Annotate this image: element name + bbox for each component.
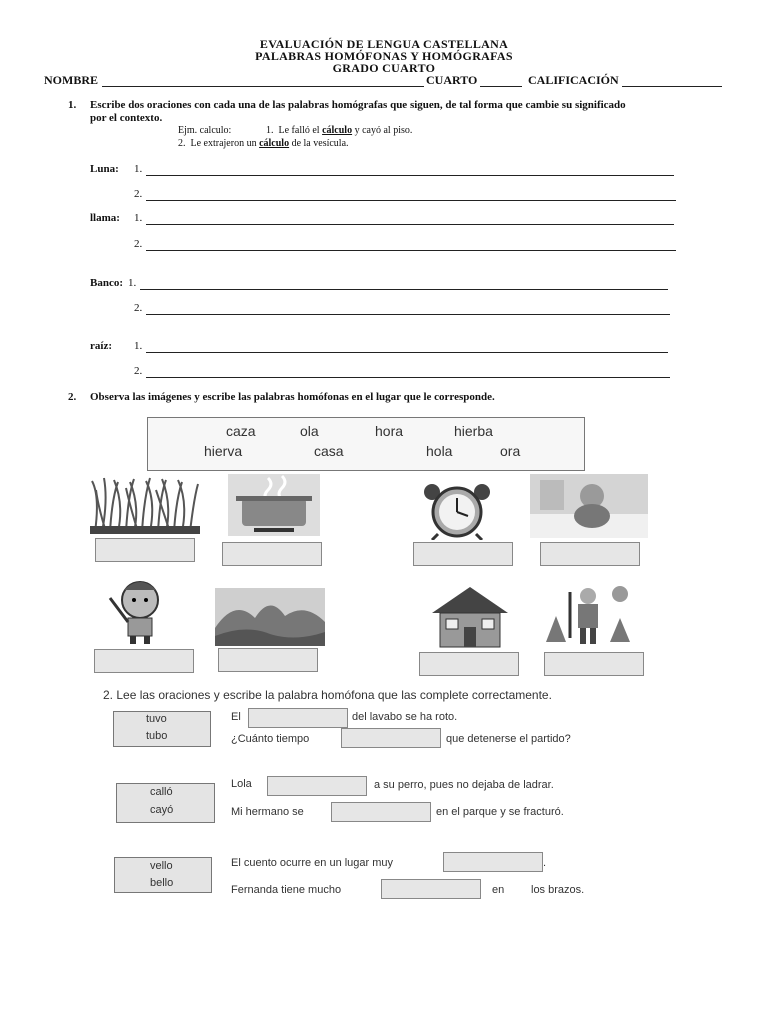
g1-s1-pre: El (231, 711, 241, 723)
banco-answer-1[interactable] (140, 289, 668, 290)
option-callo: calló (150, 786, 173, 798)
g3-s1-blank[interactable] (443, 852, 543, 872)
image-answer-6[interactable] (218, 648, 318, 672)
luna-answer-1[interactable] (146, 175, 674, 176)
g3-s1-post: . (543, 857, 547, 869)
g2-s2-post: en el parque y se fracturó. (436, 806, 564, 818)
luna-num-2: 2. (134, 188, 143, 200)
g1-s2-post: que detenerse el partido? (446, 733, 571, 745)
nombre-field[interactable] (102, 86, 424, 87)
q1-number: 1. (68, 99, 77, 111)
wordbank-hola: hola (426, 443, 453, 459)
title-line-2: PALABRAS HOMÓFONAS Y HOMÓGRAFAS (255, 49, 513, 63)
g2-s1-post: a su perro, pues no dejaba de ladrar. (374, 779, 554, 791)
llama-num-2: 2. (134, 238, 143, 250)
image-answer-1[interactable] (95, 538, 195, 562)
example-1-num: 1. (266, 125, 274, 136)
llama-answer-2[interactable] (146, 250, 676, 251)
example-1 (266, 125, 412, 136)
q1-instruction: Escribe dos oraciones con cada una de las palabras homógrafas que siguen, de tal forma que cambie su significado (90, 99, 626, 111)
example-label: Ejm. calculo: (178, 125, 232, 136)
house-icon (428, 585, 512, 649)
wordbank-ora: ora (500, 443, 521, 459)
llama-answer-1[interactable] (146, 224, 674, 225)
g1-s1-blank[interactable] (248, 708, 348, 728)
image-answer-4[interactable] (540, 542, 640, 566)
title-line-1: EVALUACIÓN DE LENGUA CASTELLANA (259, 37, 509, 51)
calificacion-label: CALIFICACIÓN (528, 73, 619, 87)
q1-instruction-cont: por el contexto. (90, 112, 163, 124)
luna-num-1: 1. (134, 163, 143, 175)
example-2-num: 2. (178, 138, 186, 149)
wordbank-hora: hora (375, 423, 404, 439)
wordbank-ola: ola (300, 423, 319, 439)
g2-s1-pre: Lola (231, 778, 252, 790)
calificacion-field[interactable] (622, 86, 722, 87)
wave-icon (215, 588, 325, 646)
word-raiz: raíz: (90, 340, 112, 352)
word-llama: llama: (90, 212, 120, 224)
example-1-post: y cayó al piso. (354, 125, 413, 136)
cuarto-label: CUARTO (426, 73, 478, 87)
image-answer-5[interactable] (94, 649, 194, 673)
g3-s2-blank[interactable] (381, 879, 481, 899)
example-2 (178, 138, 349, 149)
boiling-pot-icon (228, 474, 320, 536)
example-1-word: cálculo (322, 125, 353, 136)
banco-num-2: 2. (134, 302, 143, 314)
image-answer-2[interactable] (222, 542, 322, 566)
image-answer-8[interactable] (544, 652, 644, 676)
nombre-label: NOMBRE (44, 73, 98, 87)
option-bello: bello (150, 877, 174, 889)
banco-num-1: 1. (128, 277, 137, 289)
raiz-answer-2[interactable] (146, 377, 670, 378)
grass-icon (90, 476, 200, 534)
option-tubo: tubo (146, 730, 168, 742)
hunter-icon (540, 582, 636, 646)
q3-instruction: 2. Lee las oraciones y escribe la palabra homófona que las complete correctamente. (103, 688, 552, 702)
q2-number: 2. (68, 391, 77, 403)
alarm-clock-icon (418, 482, 496, 540)
example-2-pre: Le extrajeron un (190, 138, 257, 149)
g3-s2-mid: en (492, 884, 505, 896)
g1-s2-pre: ¿Cuánto tiempo (231, 733, 310, 745)
example-1-pre: Le falló el (278, 125, 320, 136)
g2-s1-blank[interactable] (267, 776, 367, 796)
option-cayo: cayó (150, 804, 174, 816)
wordbank-caza: caza (226, 423, 256, 439)
example-2-post: de la vesícula. (291, 138, 349, 149)
praying-child-icon (530, 474, 648, 538)
wordbank-hierva: hierva (204, 443, 243, 459)
image-answer-3[interactable] (413, 542, 513, 566)
q2-instruction: Observa las imágenes y escribe las palabras homófonas en el lugar que le corresponde. (90, 391, 495, 403)
wordbank-hierba: hierba (454, 423, 493, 439)
wordbank-casa: casa (314, 443, 344, 459)
llama-num-1: 1. (134, 212, 143, 224)
option-vello: vello (150, 860, 173, 872)
word-banco: Banco: (90, 277, 123, 289)
cuarto-field[interactable] (480, 86, 522, 87)
word-luna: Luna: (90, 163, 119, 175)
waving-boy-icon (100, 578, 178, 644)
g3-s1-pre: El cuento ocurre en un lugar muy (231, 857, 394, 869)
luna-answer-2[interactable] (146, 200, 676, 201)
g2-s2-blank[interactable] (331, 802, 431, 822)
option-tuvo: tuvo (146, 713, 167, 725)
g1-s2-blank[interactable] (341, 728, 441, 748)
example-2-word: cálculo (259, 138, 290, 149)
g3-s2-post: los brazos. (531, 884, 585, 896)
g3-s2-pre: Fernanda tiene mucho (231, 884, 342, 896)
title-line-3: GRADO CUARTO (332, 61, 436, 75)
raiz-num-1: 1. (134, 340, 143, 352)
banco-answer-2[interactable] (146, 314, 670, 315)
raiz-num-2: 2. (134, 365, 143, 377)
raiz-answer-1[interactable] (146, 352, 668, 353)
g1-s1-post: del lavabo se ha roto. (352, 711, 458, 723)
image-answer-7[interactable] (419, 652, 519, 676)
g2-s2-pre: Mi hermano se (231, 806, 304, 818)
